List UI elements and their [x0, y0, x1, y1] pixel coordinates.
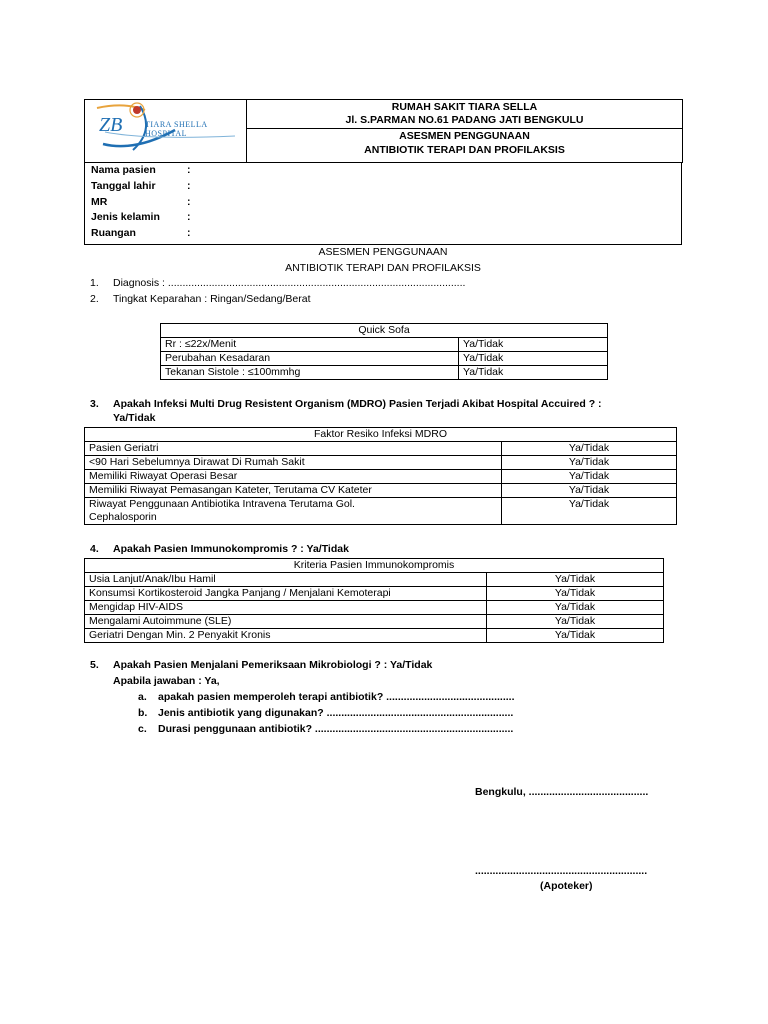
- table-row[interactable]: [85, 573, 664, 587]
- immuno-label: Mengidap HIV-AIDS: [85, 601, 487, 615]
- immuno-label: Usia Lanjut/Anak/Ibu Hamil: [85, 573, 487, 587]
- mdro-table: [84, 427, 677, 525]
- question-immunocompromised: 4. Apakah Pasien Immunokompromis ? : Ya/Tidak: [90, 543, 349, 555]
- question-diagnosis: 1. Diagnosis : ......................................................................................................: [90, 277, 466, 289]
- quick-sofa-value[interactable]: Ya/Tidak: [459, 338, 608, 352]
- table-row[interactable]: [161, 338, 608, 352]
- table-row[interactable]: [85, 498, 677, 525]
- table-row[interactable]: [85, 484, 677, 498]
- quick-sofa-label: Tekanan Sistole : ≤100mmhg: [161, 366, 459, 380]
- logo-mark: ZB: [99, 114, 123, 136]
- mdro-label: <90 Hari Sebelumnya Dirawat Di Rumah Sakit: [85, 456, 502, 470]
- immuno-value[interactable]: Ya/Tidak: [487, 573, 664, 587]
- mdro-value[interactable]: Ya/Tidak: [502, 484, 677, 498]
- header-divider: [247, 128, 682, 129]
- section-title-line2: ANTIBIOTIK TERAPI DAN PROFILAKSIS: [285, 262, 481, 274]
- mdro-label: Pasien Geriatri: [85, 442, 502, 456]
- table-row[interactable]: [85, 442, 677, 456]
- question-mdro: 3. Apakah Infeksi Multi Drug Resistent Organism (MDRO) Pasien Terjadi Akibat Hospital Accuired ? : Ya/Tidak: [90, 398, 602, 424]
- logo-text-line1: TIARA SHELLA: [145, 120, 208, 129]
- patient-field-birthdate[interactable]: Tanggal lahir :: [91, 180, 191, 192]
- form-title-line1: ASESMEN PENGGUNAAN: [399, 130, 530, 142]
- mdro-label-continuation: Cephalosporin: [89, 511, 157, 523]
- table-row[interactable]: [85, 456, 677, 470]
- table-row: [161, 324, 608, 338]
- quick-sofa-value[interactable]: Ya/Tidak: [459, 366, 608, 380]
- microbiology-item-a[interactable]: a. apakah pasien memperoleh terapi antibiotik? ............................................: [138, 691, 515, 703]
- microbiology-item-c[interactable]: c. Durasi penggunaan antibiotik? ....................................................................: [138, 723, 514, 735]
- section-title-line1: ASESMEN PENGGUNAAN: [318, 246, 448, 258]
- mdro-value[interactable]: Ya/Tidak: [502, 456, 677, 470]
- hospital-logo-box: [84, 99, 246, 163]
- quick-sofa-table: [160, 323, 608, 380]
- quick-sofa-label: Rr : ≤22x/Menit: [161, 338, 459, 352]
- table-row[interactable]: [85, 470, 677, 484]
- patient-field-room[interactable]: Ruangan :: [91, 227, 191, 239]
- table-row: [85, 428, 677, 442]
- hospital-address: Jl. S.PARMAN NO.61 PADANG JATI BENGKULU: [345, 114, 584, 126]
- mdro-label: Memiliki Riwayat Pemasangan Kateter, Terutama CV Kateter: [85, 484, 502, 498]
- patient-field-name[interactable]: Nama pasien :: [91, 164, 191, 176]
- table-row[interactable]: [85, 601, 664, 615]
- table-row[interactable]: [161, 366, 608, 380]
- microbiology-item-b[interactable]: b. Jenis antibiotik yang digunakan? ................................................................: [138, 707, 514, 719]
- patient-info-box: [84, 163, 682, 245]
- signature-role: (Apoteker): [540, 880, 593, 892]
- patient-field-gender[interactable]: Jenis kelamin :: [91, 211, 191, 223]
- mdro-title: Faktor Resiko Infeksi MDRO: [85, 428, 677, 442]
- question-severity: 2. Tingkat Keparahan : Ringan/Sedang/Berat: [90, 293, 311, 305]
- table-row[interactable]: [85, 629, 664, 643]
- logo-text-line2: HOSPITAL: [145, 129, 188, 138]
- mdro-label: Memiliki Riwayat Operasi Besar: [85, 470, 502, 484]
- immuno-label: Konsumsi Kortikosteroid Jangka Panjang / Menjalani Kemoterapi: [85, 587, 487, 601]
- quick-sofa-title: Quick Sofa: [161, 324, 608, 338]
- signature-line[interactable]: ...........................................................: [475, 865, 648, 877]
- immuno-value[interactable]: Ya/Tidak: [487, 587, 664, 601]
- mdro-label: Riwayat Penggunaan Antibiotika Intravena Terutama Gol.: [89, 498, 355, 510]
- hospital-name: RUMAH SAKIT TIARA SELLA: [391, 101, 538, 113]
- hospital-header: [246, 99, 683, 163]
- table-row[interactable]: [85, 587, 664, 601]
- immuno-table: [84, 558, 664, 643]
- patient-field-mr[interactable]: MR :: [91, 196, 191, 208]
- immuno-label: Geriatri Dengan Min. 2 Penyakit Kronis: [85, 629, 487, 643]
- immuno-value[interactable]: Ya/Tidak: [487, 601, 664, 615]
- table-row[interactable]: [85, 615, 664, 629]
- form-title-line2: ANTIBIOTIK TERAPI DAN PROFILAKSIS: [364, 144, 565, 156]
- immuno-value[interactable]: Ya/Tidak: [487, 615, 664, 629]
- mdro-value[interactable]: Ya/Tidak: [502, 498, 677, 525]
- immuno-value[interactable]: Ya/Tidak: [487, 629, 664, 643]
- microbiology-intro: Apabila jawaban : Ya,: [113, 675, 220, 687]
- immuno-title: Kriteria Pasien Immunokompromis: [85, 559, 664, 573]
- quick-sofa-label: Perubahan Kesadaran: [161, 352, 459, 366]
- signature-place-date[interactable]: Bengkulu, .........................................: [475, 786, 649, 798]
- table-row[interactable]: [161, 352, 608, 366]
- mdro-value[interactable]: Ya/Tidak: [502, 442, 677, 456]
- mdro-value[interactable]: Ya/Tidak: [502, 470, 677, 484]
- mdro-label-multiline: [85, 498, 502, 525]
- quick-sofa-value[interactable]: Ya/Tidak: [459, 352, 608, 366]
- question-microbiology: 5. Apakah Pasien Menjalani Pemeriksaan Mikrobiologi ? : Ya/Tidak: [90, 659, 433, 671]
- immuno-label: Mengalami Autoimmune (SLE): [85, 615, 487, 629]
- table-row: [85, 559, 664, 573]
